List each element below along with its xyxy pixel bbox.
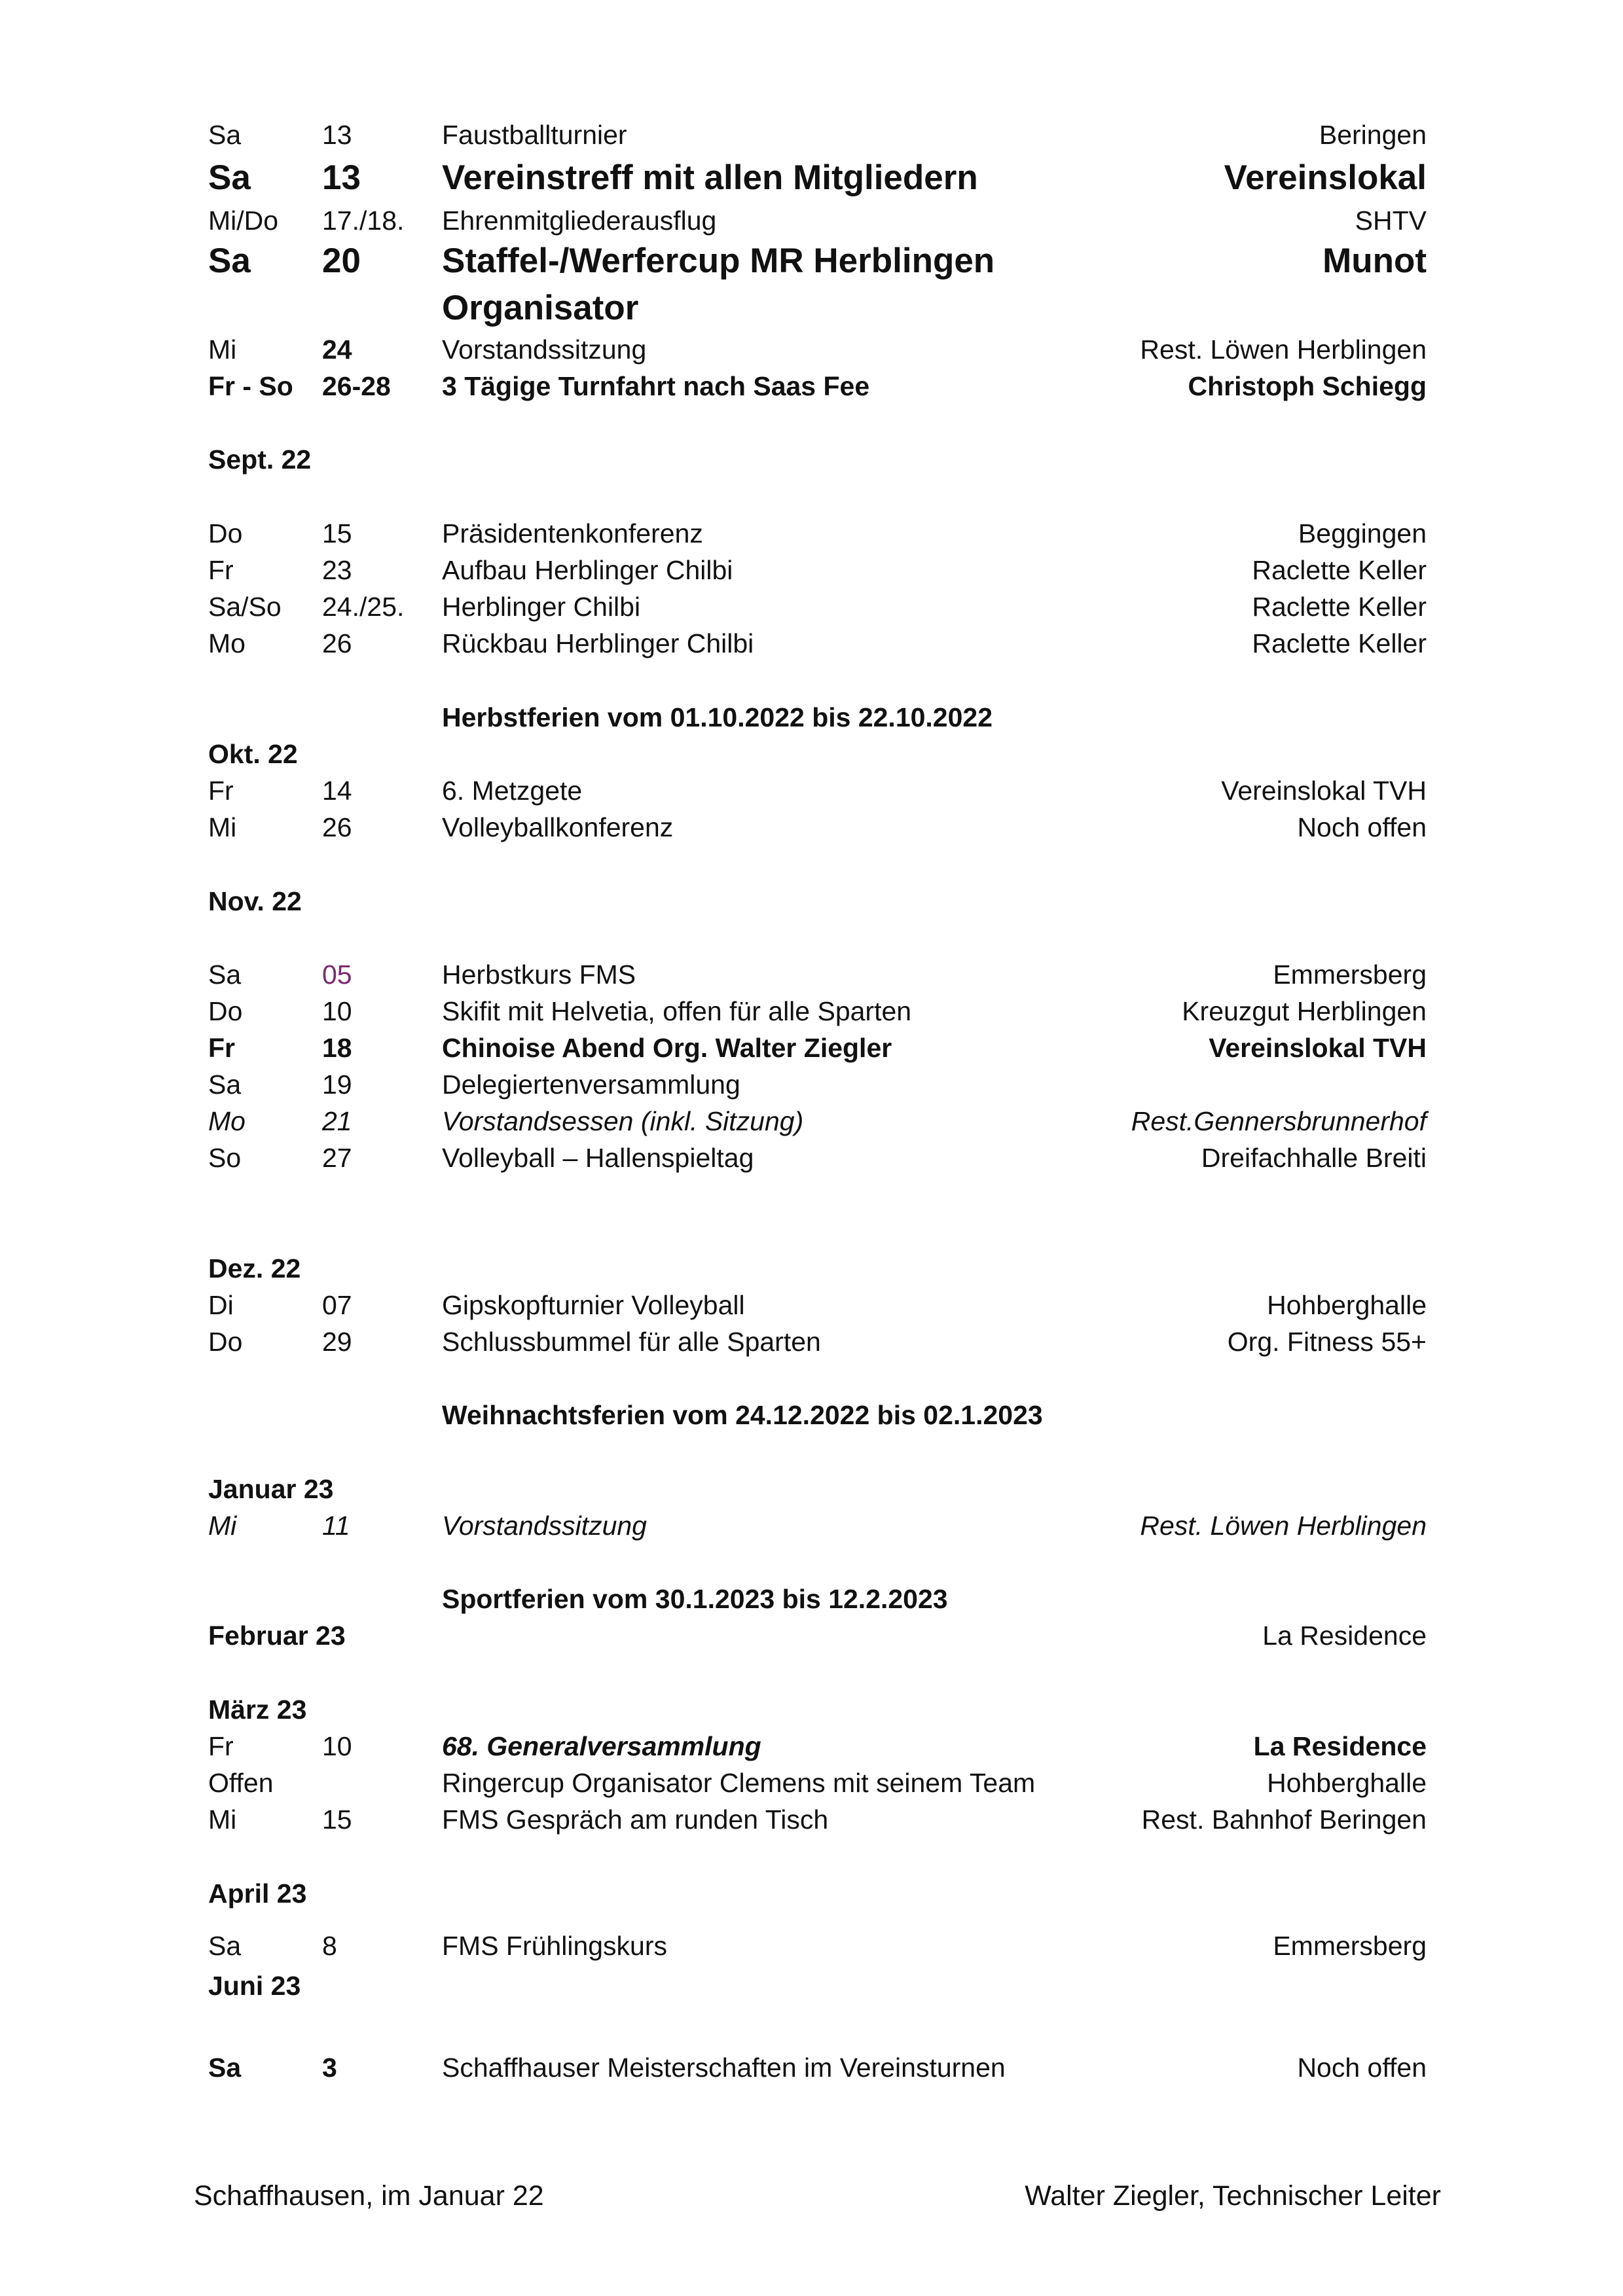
holiday-text: Weihnachtsferien vom 24.12.2022 bis 02.1.2023 [442,1400,1043,1430]
event-location: Emmersberg [1273,1931,1427,1961]
event-row [0,285,1623,332]
event-row [0,809,1623,846]
event-day: Sa [208,1069,242,1100]
event-day: Mo [208,1106,246,1136]
event-day: Fr [208,1033,235,1063]
event-row [0,1801,1623,1838]
event-row [0,956,1623,993]
holiday-notice [0,699,1623,736]
event-day: Fr [208,555,234,585]
event-location: Raclette Keller [1252,555,1427,585]
event-row [0,1103,1623,1139]
month-location: La Residence [1262,1621,1427,1651]
event-date: 14 [322,776,352,806]
event-row [0,1030,1623,1066]
event-day: Do [208,518,243,548]
event-date: 3 [322,2053,337,2083]
event-row [0,1728,1623,1765]
event-location: Rest.Gennersbrunnerhof [1131,1106,1427,1136]
event-day: Do [208,996,243,1026]
event-row [0,238,1623,285]
event-day: Fr - So [208,371,293,401]
month-heading [0,1691,1623,1728]
event-location: Vereinslokal [1224,158,1427,197]
event-title: Schaffhauser Meisterschaften im Vereinsturnen [442,2053,1006,2083]
event-date: 15 [322,1804,352,1835]
event-title: Vorstandssitzung [442,334,647,365]
event-row [0,117,1623,153]
event-title: Vorstandssitzung [442,1511,647,1541]
event-title: Vereinstreff mit allen Mitgliedern [442,158,978,197]
event-date: 26 [322,628,352,658]
event-day: Mi [208,812,237,842]
month-label: März 23 [208,1695,307,1725]
event-date: 27 [322,1143,352,1173]
event-title: Delegiertenversammlung [442,1069,740,1100]
holiday-notice [0,1397,1623,1433]
event-day: Sa [208,2053,242,2083]
event-day: Sa [208,120,242,150]
event-title: Herbstkurs FMS [442,960,636,990]
event-title: Skifit mit Helvetia, offen für alle Sparten [442,996,912,1026]
event-day: Sa [208,242,251,280]
event-day: Mi [208,1511,237,1541]
month-heading [0,1250,1623,1287]
event-title: Präsidentenkonferenz [442,518,703,548]
event-date: 11 [322,1511,350,1541]
event-location: Org. Fitness 55+ [1227,1327,1427,1357]
event-date: 20 [322,242,361,280]
event-location: Vereinslokal TVH [1209,1033,1427,1063]
event-date: 24./25. [322,592,405,622]
event-location: Hohberghalle [1267,1768,1427,1798]
month-heading [0,1967,1623,2004]
event-date: 07 [322,1290,352,1320]
event-location: Raclette Keller [1252,628,1427,658]
event-day: Fr [208,776,234,806]
event-date: 10 [322,996,352,1026]
event-date: 13 [322,120,352,150]
event-title: Schlussbummel für alle Sparten [442,1327,821,1357]
event-row [0,993,1623,1030]
event-title: Rückbau Herblinger Chilbi [442,628,754,658]
event-row [0,331,1623,368]
month-label: Juni 23 [208,1971,301,2001]
event-row [0,1765,1623,1801]
event-location: La Residence [1253,1731,1427,1761]
event-location: Emmersberg [1273,960,1427,990]
event-day: Mi [208,1804,237,1835]
event-row [0,1287,1623,1323]
event-day: Mi [208,334,237,365]
event-row [0,588,1623,625]
event-row [0,202,1623,239]
month-label: Sept. 22 [208,444,312,475]
event-location: Rest. Löwen Herblingen [1140,1511,1427,1541]
event-row [0,625,1623,662]
month-heading [0,883,1623,920]
event-date: 15 [322,518,352,548]
event-location: Noch offen [1297,812,1427,842]
event-day: Offen [208,1768,274,1798]
footer-signature: Walter Ziegler, Technischer Leiter [1025,2180,1441,2212]
event-title: Aufbau Herblinger Chilbi [442,555,733,585]
event-location: Raclette Keller [1252,592,1427,622]
event-date: 10 [322,1731,352,1761]
holiday-notice [0,1581,1623,1617]
event-row [0,772,1623,809]
event-title: Volleyballkonferenz [442,812,674,842]
event-location: Noch offen [1297,2053,1427,2083]
event-day: Sa/So [208,592,282,622]
event-row [0,1928,1623,1964]
event-date: 26 [322,812,352,842]
event-row [0,552,1623,588]
event-date: 13 [322,158,361,197]
event-date: 29 [322,1327,352,1357]
event-title: Organisator [442,289,639,327]
event-day: Di [208,1290,234,1320]
holiday-text: Sportferien vom 30.1.2023 bis 12.2.2023 [442,1584,948,1614]
month-label: Februar 23 [208,1621,346,1651]
event-date: 8 [322,1931,337,1961]
event-date: 18 [322,1033,352,1063]
event-title: Faustballturnier [442,120,627,150]
event-row [0,368,1623,404]
event-location: Hohberghalle [1267,1290,1427,1320]
event-location: Vereinslokal TVH [1221,776,1427,806]
event-row [0,154,1623,202]
event-row [0,2049,1623,2086]
event-title: Chinoise Abend Org. Walter Ziegler [442,1033,892,1063]
month-heading [0,441,1623,478]
month-label: Dez. 22 [208,1253,301,1283]
event-day: Sa [208,158,251,197]
event-location: Rest. Bahnhof Beringen [1141,1804,1427,1835]
event-title: Herblinger Chilbi [442,592,641,622]
footer-place-date: Schaffhausen, im Januar 22 [194,2180,544,2212]
month-label: Nov. 22 [208,886,302,916]
month-heading [0,1875,1623,1912]
event-day: Fr [208,1731,234,1761]
event-title: 6. Metzgete [442,776,583,806]
event-date: 24 [322,334,352,365]
event-location: Dreifachhalle Breiti [1201,1143,1427,1173]
event-row [0,1323,1623,1360]
event-date: 21 [322,1106,352,1136]
event-location: Beggingen [1298,518,1427,548]
event-location: Beringen [1319,120,1427,150]
event-location: Rest. Löwen Herblingen [1140,334,1427,365]
event-row [0,1066,1623,1103]
event-row [0,515,1623,552]
event-title: Vorstandsessen (inkl. Sitzung) [442,1106,804,1136]
event-location: Munot [1322,242,1427,280]
month-label: Okt. 22 [208,739,298,769]
holiday-text: Herbstferien vom 01.10.2022 bis 22.10.2022 [442,702,993,732]
event-title: 68. Generalversammlung [442,1731,761,1761]
event-title: 3 Tägige Turnfahrt nach Saas Fee [442,371,870,401]
event-day: Sa [208,960,242,990]
event-title: Gipskopfturnier Volleyball [442,1290,745,1320]
event-title: Ringercup Organisator Clemens mit seinem Team [442,1768,1036,1798]
event-date: 26-28 [322,371,391,401]
event-row [0,1507,1623,1544]
event-title: FMS Gespräch am runden Tisch [442,1804,829,1835]
event-day: Mo [208,628,246,658]
event-title: Volleyball – Hallenspieltag [442,1143,754,1173]
event-location: Christoph Schiegg [1188,371,1427,401]
month-heading [0,1471,1623,1507]
event-date: 23 [322,555,352,585]
event-day: Sa [208,1931,242,1961]
event-day: Do [208,1327,243,1357]
event-title: FMS Frühlingskurs [442,1931,668,1961]
event-date: 05 [322,960,352,990]
event-day: So [208,1143,242,1173]
month-label: Januar 23 [208,1474,334,1504]
event-row [0,1139,1623,1176]
event-day: Mi/Do [208,206,279,236]
month-label: April 23 [208,1878,307,1909]
event-date: 19 [322,1069,352,1100]
month-heading [0,1617,1623,1654]
event-title: Staffel-/Werfercup MR Herblingen [442,242,995,280]
event-location: SHTV [1355,206,1427,236]
event-date: 17./18. [322,206,405,236]
event-location: Kreuzgut Herblingen [1182,996,1427,1026]
month-heading [0,736,1623,772]
event-title: Ehrenmitgliederausflug [442,206,717,236]
